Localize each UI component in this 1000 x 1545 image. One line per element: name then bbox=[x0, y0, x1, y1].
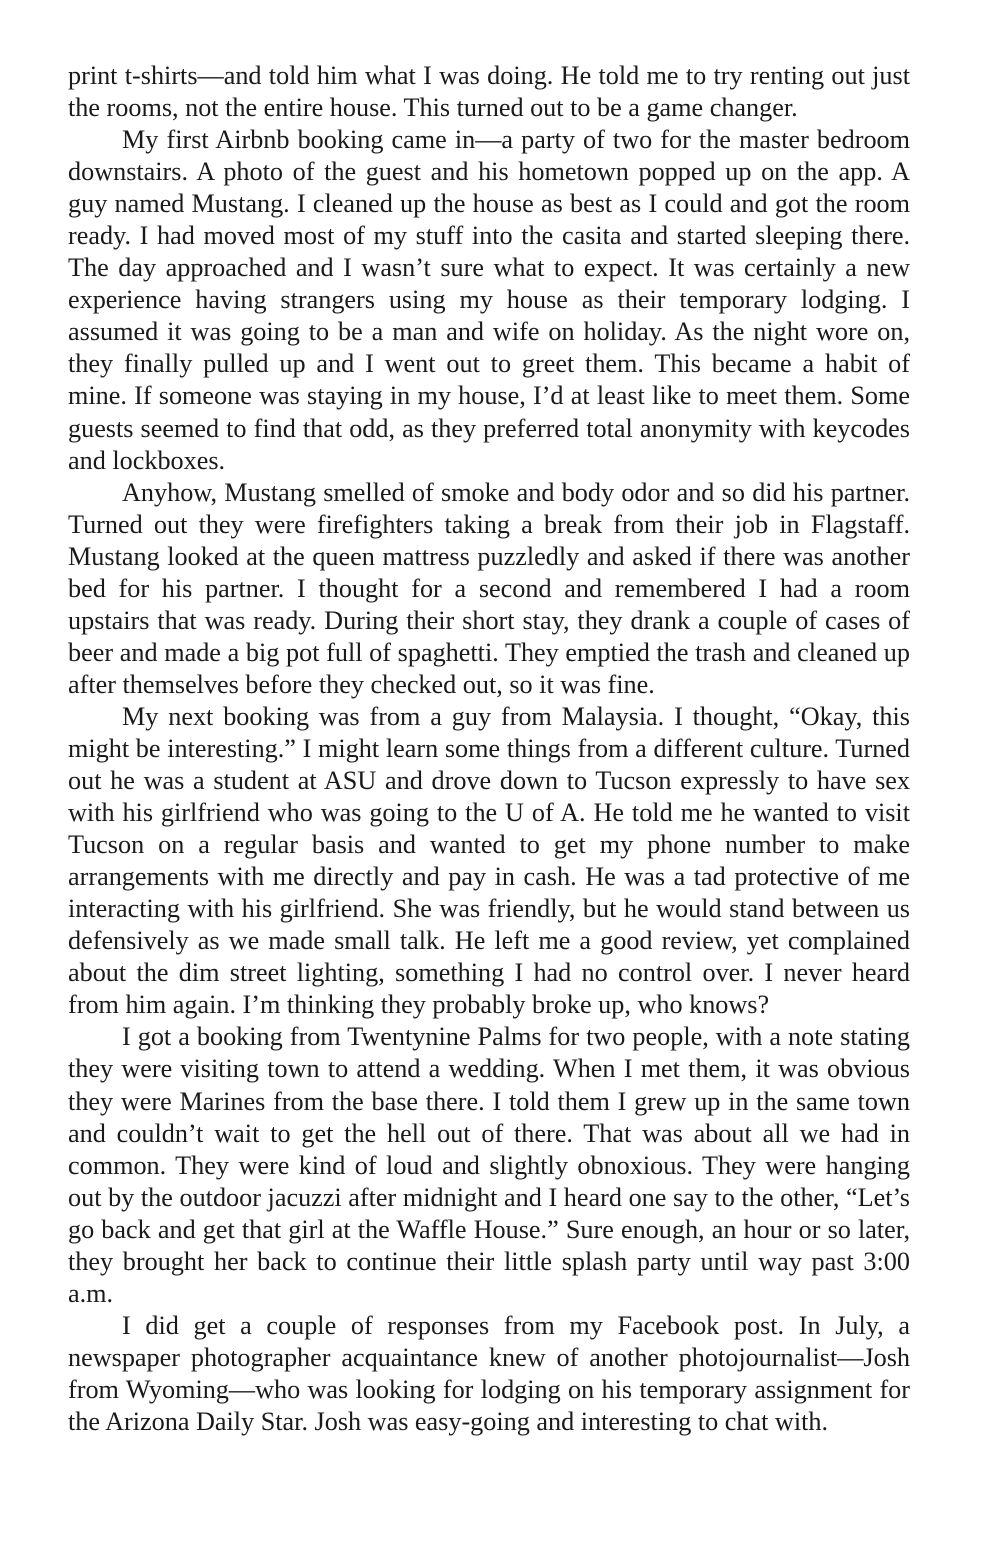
paragraph-mustang: Anyhow, Mustang smelled of smoke and body odor and so did his partner. Turned out they were firefighters taking a break from their job in Flagstaff. Mustang looked at the queen mattress puzzledly and asked if there was another bed for his partner. I thought for a second and remembered I had a room upstairs that was ready. During their short stay, they drank a couple of cases of beer and made a big pot full of spaghetti. They emptied the trash and cleaned up after themselves before they checked out, so it was fine. bbox=[68, 477, 910, 699]
paragraph-first-booking: My first Airbnb booking came in—a party of two for the master bedroom downstairs. A photo of the guest and his hometown popped up on the app. A guy named Mustang. I cleaned up the house as best as I could and got the room ready. I had moved most of my stuff into the casita and started sleeping there. The day approached and I wasn’t sure what to expect. It was certainly a new experience having strangers using my house as their temporary lodging. I assumed it was going to be a man and wife on holiday. As the night wore on, they finally pulled up and I went out to greet them. This became a habit of mine. If someone was staying in my house, I’d at least like to meet them. Some guests seemed to find that odd, as they preferred total anonymity with keycodes and lockboxes. bbox=[68, 125, 910, 475]
paragraph-twentynine-palms: I got a booking from Twentynine Palms for two people, with a note stating they were visiting town to attend a wedding. When I met them, it was obvious they were Marines from the base there. I told them I grew up in the same town and couldn’t wait to get the hell out of there. That was about all we had in common. They were kind of loud and slightly obnoxious. They were hanging out by the outdoor jacuzzi after midnight and I heard one say to the other, “Let’s go back and get that girl at the Waffle House.” Sure enough, an hour or so later, they brought her back to continue their little splash party until way past 3:00 a.m. bbox=[68, 1022, 910, 1308]
paragraph-facebook-post: I did get a couple of responses from my Facebook post. In July, a newspaper photographer acquaintance knew of another photojournalist—Josh from Wyoming—who was looking for lodging on his temporary assignment for the Arizona Daily Star. Josh was easy-going and interesting to chat with. bbox=[68, 1310, 910, 1436]
paragraph-continued: print t-shirts—and told him what I was doing. He told me to try renting out just the rooms, not the entire house. This turned out to be a game changer. bbox=[68, 61, 910, 123]
book-page bbox=[68, 60, 910, 1438]
paragraph-malaysia: My next booking was from a guy from Malaysia. I thought, “Okay, this might be interesting.” I might learn some things from a different culture. Turned out he was a student at ASU and drove down to Tucson expressly to have sex with his girlfriend who was going to the U of A. He told me he wanted to visit Tucson on a regular basis and wanted to get my phone number to make arrangements with me directly and pay in cash. He was a tad protective of me interacting with his girlfriend. She was friendly, but he would stand between us defensively as we made small talk. He left me a good review, yet complained about the dim street lighting, something I had no control over. I never heard from him again. I’m thinking they probably broke up, who knows? bbox=[68, 701, 910, 1020]
